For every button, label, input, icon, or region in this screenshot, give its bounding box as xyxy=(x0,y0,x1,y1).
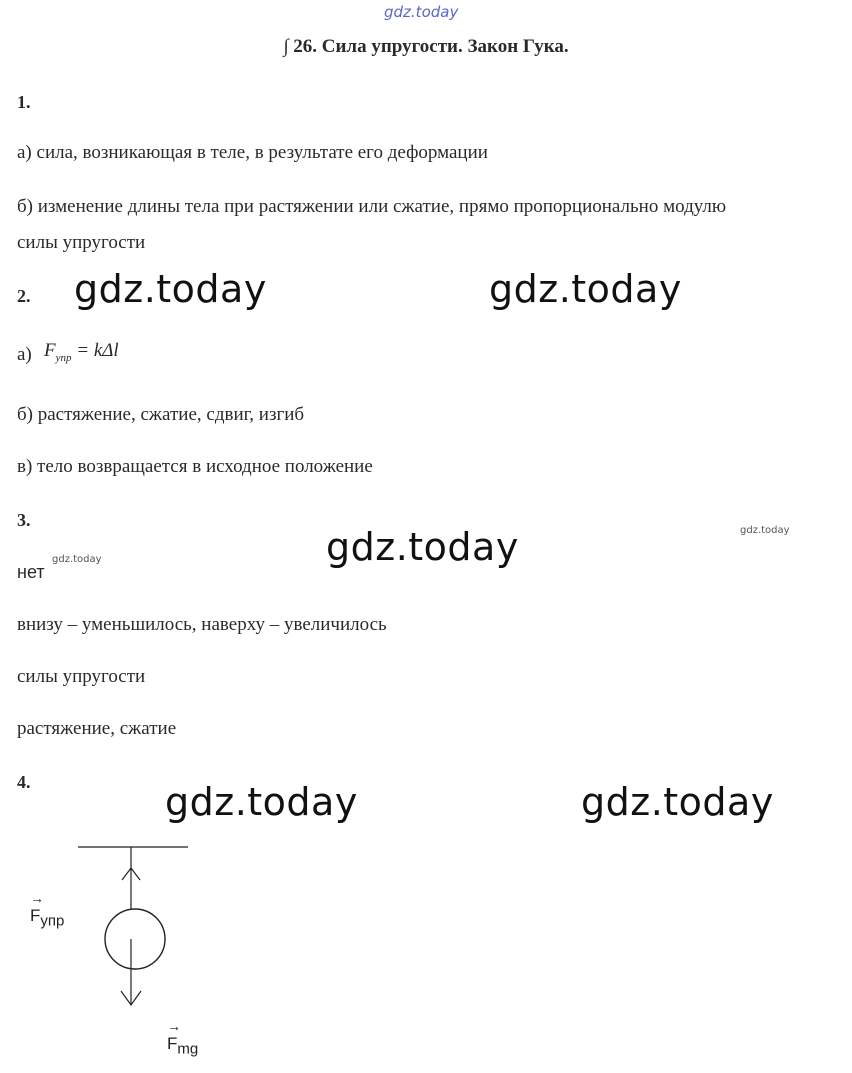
gravity-force-label xyxy=(167,1018,199,1058)
question-4-number: 4. xyxy=(17,772,31,792)
question-2-number: 2. xyxy=(17,286,31,306)
question-2-answer-b: б) растяжение, сжатие, сдвиг, изгиб xyxy=(17,404,305,425)
question-3-number: 3. xyxy=(17,510,31,530)
question-3-line-4: растяжение, сжатие xyxy=(17,718,177,739)
watermark-big: gdz.today xyxy=(581,780,774,824)
elastic-force-label xyxy=(30,890,65,930)
watermark-top: gdz.today xyxy=(384,3,459,21)
gravity-force-subscript: mg xyxy=(177,1040,199,1058)
elastic-force-subscript: упр xyxy=(40,912,65,930)
question-2-answer-a-prefix: а) xyxy=(17,344,32,365)
question-3-line-1: нет xyxy=(17,562,45,582)
question-1-answer-b-line2: силы упругости xyxy=(17,232,146,253)
watermark-small: gdz.today xyxy=(52,554,102,565)
watermark-big: gdz.today xyxy=(74,267,267,311)
watermark-big: gdz.today xyxy=(165,780,358,824)
elastic-force-symbol: F xyxy=(30,906,41,925)
watermark-big: gdz.today xyxy=(489,267,682,311)
ball-circle xyxy=(105,909,165,969)
question-1-number: 1. xyxy=(17,92,31,112)
gravity-force-symbol: F xyxy=(167,1034,178,1053)
formula-rhs: = kΔl xyxy=(76,340,119,361)
formula-force: F xyxy=(44,340,56,361)
vector-arrow-icon: → xyxy=(30,890,44,906)
vector-arrow-icon: → xyxy=(167,1018,181,1034)
watermark-big: gdz.today xyxy=(326,525,519,569)
question-1-answer-b-line1: б) изменение длины тела при растяжении или сжатие, прямо пропорционально модулю xyxy=(17,196,727,217)
page-title: ∫ 26. Сила упругости. Закон Гука. xyxy=(283,36,569,57)
formula-force-subscript: упр xyxy=(55,351,72,364)
watermark-small: gdz.today xyxy=(740,525,790,536)
question-3-line-2: внизу – уменьшилось, наверху – увеличилось xyxy=(17,614,387,635)
question-2-answer-c: в) тело возвращается в исходное положение xyxy=(17,456,373,477)
question-3-line-3: силы упругости xyxy=(17,666,146,687)
question-1-answer-a: а) сила, возникающая в теле, в результате его деформации xyxy=(17,142,488,163)
